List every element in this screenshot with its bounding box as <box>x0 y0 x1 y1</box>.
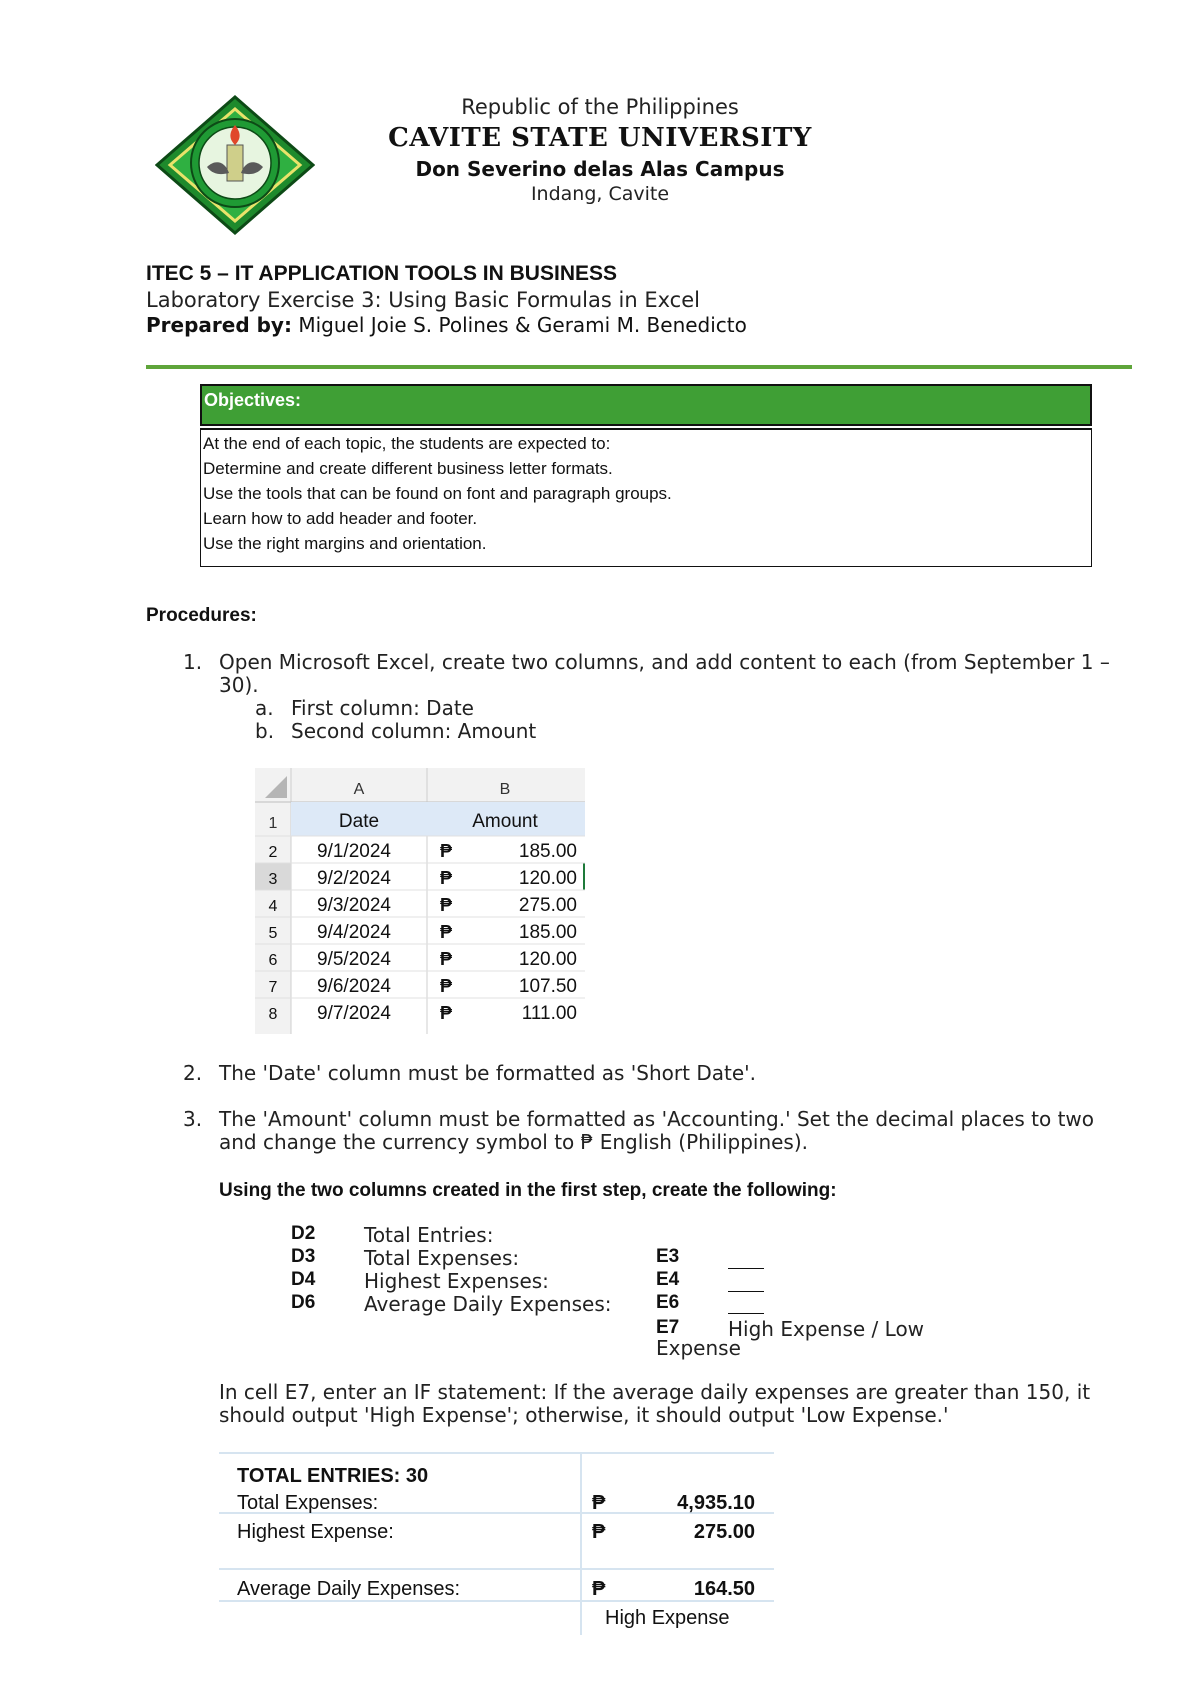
step-text: The 'Amount' column must be formatted as 'Accounting.' Set the decimal places to two <box>219 1107 1095 1131</box>
step-text: and change the currency symbol to ₱ English (Philippines). <box>219 1130 809 1154</box>
summary-entries: TOTAL ENTRIES: 30 <box>237 1465 429 1487</box>
objectives-heading-bar <box>200 384 1092 426</box>
cell-label: Total Entries: <box>364 1223 494 1247</box>
currency-symbol: ₱ <box>440 841 453 861</box>
cell-label: Highest Expenses: <box>364 1269 549 1293</box>
answer-blank <box>728 1291 764 1292</box>
cell-label: Expense <box>656 1336 741 1360</box>
summary-avg-value: 164.50 <box>693 1578 755 1600</box>
amount-cell: 185.00 <box>518 841 577 862</box>
step-number: 3. <box>183 1107 203 1131</box>
objective-line: At the end of each topic, the students are expected to: <box>203 434 611 453</box>
header-date: Date <box>338 811 380 832</box>
step-text: 30). <box>219 673 259 697</box>
currency-symbol: ₱ <box>592 1578 606 1600</box>
summary-table <box>219 1452 774 1635</box>
substep-letter: b. <box>255 719 275 743</box>
date-cell: 9/4/2024 <box>317 922 391 943</box>
row-number: 6 <box>268 952 278 969</box>
objectives-heading: Objectives: <box>204 390 302 410</box>
substep-text: Second column: Amount <box>291 719 537 743</box>
amount-cell: 120.00 <box>518 868 577 889</box>
row-number: 5 <box>268 925 278 942</box>
step-text: The 'Date' column must be formatted as 'Short Date'. <box>219 1061 756 1085</box>
date-cell: 9/1/2024 <box>317 841 391 862</box>
substep-letter: a. <box>255 696 274 720</box>
summary-highest-value: 275.00 <box>693 1521 755 1543</box>
amount-cell: 120.00 <box>518 949 577 970</box>
currency-symbol: ₱ <box>592 1492 606 1514</box>
currency-symbol: ₱ <box>440 868 453 888</box>
summary-avg-label: Average Daily Expenses: <box>237 1578 461 1600</box>
amount-cell: 107.50 <box>518 976 577 997</box>
cell-ref-d3: D3 <box>291 1246 316 1267</box>
currency-symbol: ₱ <box>440 922 453 942</box>
objective-line: Use the tools that can be found on font and paragraph groups. <box>203 484 672 503</box>
cell-ref-e3: E3 <box>656 1246 680 1267</box>
town-name: Indang, Cavite <box>530 183 670 205</box>
row-number: 4 <box>268 898 278 915</box>
row-number: 2 <box>268 844 278 861</box>
amount-cell: 111.00 <box>521 1003 577 1024</box>
date-cell: 9/5/2024 <box>317 949 391 970</box>
amount-cell: 275.00 <box>518 895 577 916</box>
prepared-by <box>146 313 747 337</box>
if-instruction: should output 'High Expense'; otherwise, it should output 'Low Expense.' <box>219 1403 949 1427</box>
lab-title: Laboratory Exercise 3: Using Basic Formulas in Excel <box>146 288 700 312</box>
row-number: 3 <box>268 871 278 888</box>
step-number: 2. <box>183 1061 203 1085</box>
prepared-label: Prepared by: <box>146 313 292 337</box>
row-number: 1 <box>268 815 278 832</box>
step-text: Open Microsoft Excel, create two columns, and add content to each (from September 1 – <box>219 650 1110 674</box>
header-divider <box>146 365 1132 369</box>
instruction-heading: Using the two columns created in the first step, create the following: <box>219 1180 837 1201</box>
answer-blank <box>728 1268 764 1269</box>
objective-line: Learn how to add header and footer. <box>203 509 478 528</box>
currency-symbol: ₱ <box>440 895 453 915</box>
objective-line: Determine and create different business letter formats. <box>203 459 613 478</box>
row-number: 7 <box>268 979 278 996</box>
step-number: 1. <box>183 650 203 674</box>
answer-blank <box>728 1313 764 1314</box>
course-title: ITEC 5 – IT APPLICATION TOOLS IN BUSINESS <box>146 262 618 285</box>
cell-label: High Expense / Low <box>728 1317 925 1341</box>
cell-ref-e7: E7 <box>656 1317 680 1338</box>
objectives-box <box>200 428 1092 567</box>
date-cell: 9/3/2024 <box>317 895 391 916</box>
row-number: 8 <box>268 1006 278 1023</box>
summary-result: High Expense <box>605 1607 730 1629</box>
summary-total-value: 4,935.10 <box>677 1492 755 1514</box>
republic-line: Republic of the Philippines <box>461 95 739 119</box>
excel-data-screenshot <box>255 768 585 1034</box>
summary-highest-label: Highest Expense: <box>237 1521 394 1543</box>
procedures-heading: Procedures: <box>146 605 257 626</box>
substep-text: First column: Date <box>291 696 474 720</box>
cell-label: Average Daily Expenses: <box>364 1292 612 1316</box>
objective-line: Use the right margins and orientation. <box>203 534 487 553</box>
cell-label: Total Expenses: <box>364 1246 520 1270</box>
column-header-b: B <box>499 781 511 798</box>
cell-ref-e6: E6 <box>656 1292 680 1313</box>
if-instruction: In cell E7, enter an IF statement: If the average daily expenses are greater than 150, it <box>219 1380 1091 1404</box>
currency-symbol: ₱ <box>440 976 453 996</box>
cell-ref-d2: D2 <box>291 1223 316 1244</box>
cell-ref-e4: E4 <box>656 1269 680 1290</box>
prepared-names: Miguel Joie S. Polines & Gerami M. Benedicto <box>298 313 747 337</box>
university-name: CAVITE STATE UNIVERSITY <box>388 123 812 153</box>
summary-total-label: Total Expenses: <box>237 1492 379 1514</box>
campus-name: Don Severino delas Alas Campus <box>415 157 785 181</box>
cell-ref-d4: D4 <box>291 1269 316 1290</box>
currency-symbol: ₱ <box>592 1521 606 1543</box>
date-cell: 9/6/2024 <box>317 976 391 997</box>
amount-cell: 185.00 <box>518 922 577 943</box>
cell-ref-d6: D6 <box>291 1292 316 1313</box>
currency-symbol: ₱ <box>440 1003 453 1023</box>
currency-symbol: ₱ <box>440 949 453 969</box>
column-header-a: A <box>353 781 365 798</box>
date-cell: 9/2/2024 <box>317 868 391 889</box>
date-cell: 9/7/2024 <box>317 1003 391 1024</box>
header-amount: Amount <box>472 811 538 832</box>
